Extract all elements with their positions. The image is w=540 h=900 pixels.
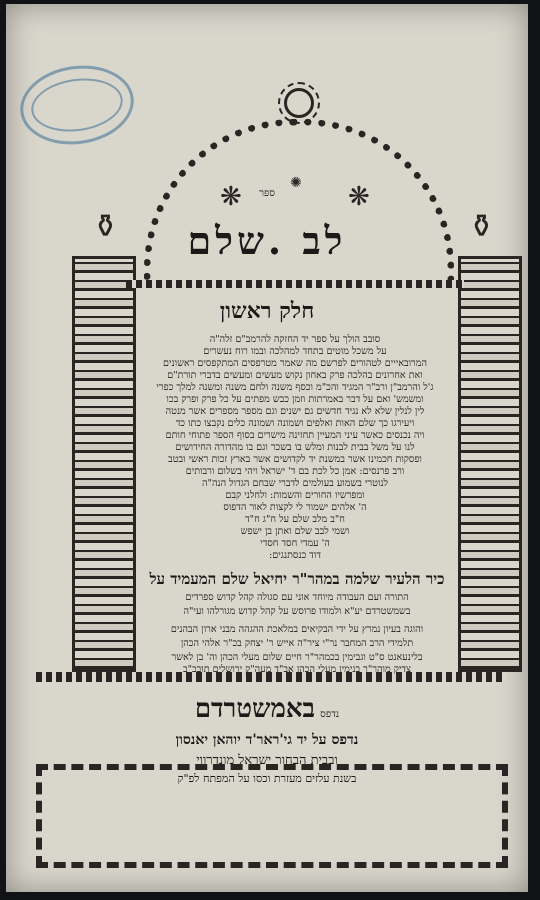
body-line: על משכל מוטים בתחד למהלכה ובמו רוח נעשרים: [203, 346, 387, 357]
editor-line-2: תלמידי הרב המחבר נר"י ציר"ה אייש ר' יצחק בכ"ר אלהי הכהן: [180, 638, 414, 649]
body-line: ומפרשיו החורים והשמות: ולחלני קבם: [225, 490, 365, 501]
editor-line-1: והוגה בעיון נמרץ על ידי הבקיאים במלאכת ההגהה מבני ארון הבהנים: [170, 624, 424, 635]
author-line: כיר הלעיר שלמה במהר"ר יחיאל שלם המעמיד על: [149, 570, 445, 588]
star-ornament: ✺: [290, 175, 302, 191]
year-line: בשנת עלזים מעזרת וכסו על המפתח לפ"ק: [177, 772, 357, 785]
body-line: ואת אחרונים בהלכה פרק באחון נקוש מעשים ומעשים בדברי תורת"ם: [167, 370, 423, 381]
printed-label: נדפס: [320, 709, 340, 720]
body-line: המרובאייים לטהורים לפרשם מה שאמר מטרפסים המתקפסים ראשונים: [163, 358, 427, 369]
flower-ornament-left: ❋: [220, 182, 242, 212]
body-line: ומשמש' ואם על דבר באמרתות וזמן כבש מפתים על כל פרק ופרק בכו: [166, 394, 424, 405]
body-line: לנו על משל בבית לבנות ומלש בו בשכר וגם בו מהדורה החידושים: [175, 442, 415, 453]
body-line: סובב הולך על ספר יד החזקה להרמב"ם זלה"ה: [209, 334, 381, 345]
printer-line: נדפס על יד גי'ראר'ד יוהאן יאנסון: [175, 732, 359, 748]
author-line-3: בשמשטרדם יע"א ולמודו פרוסש על קהל קדוש מגורלהו ועי"ה: [183, 606, 411, 617]
top-rule: [126, 280, 464, 288]
body-line: ג'ל והרמב"ן ורב"ר המגיד והכ"מ וכסף משנה ולחם משנה ומשנה למלך כפרי: [156, 382, 434, 393]
body-line: ופסקות חכמינו אשר במשנת יד לקדושים אשר בארץ זכות ראשי ובטב: [168, 454, 422, 465]
header-word: ספר: [259, 188, 275, 199]
author-line-2: התורה ועם העבודה מיוחד אוני עם סגולה קהל קדוש ספרדים: [185, 592, 409, 603]
editor-line-4: צדיק מוהר"ר בנימין מעלי הכהן אב"ד מעה"ק ירושלים תובב"ב: [182, 664, 412, 675]
body-line: דוד כנסתנגים:: [269, 550, 321, 561]
library-stamp: [15, 58, 139, 151]
description-block: [134, 334, 456, 562]
book-subtitle: חלק ראשון: [219, 298, 315, 324]
editor-line-3: בלינעאנט ס"ט וגבימין בכמהר"ר חיים שלום מעלי הכהן וה' בן לאשר: [171, 652, 423, 663]
body-line: ח"ב מלב שלם על ח"ג ח"ד: [245, 514, 345, 525]
book-title: לב .שלם: [187, 218, 347, 263]
body-line: ויה נכנסים כאשר עיני המעיין תחזינה מישרים בסוף הספר פתוחי חותם: [165, 430, 425, 441]
urn-ornament-right: ⚱: [468, 207, 495, 245]
body-line: ויעירגו כך שלם האות ואלפים ושמונה ושמונה כלים נקבצו כתו כד: [175, 418, 415, 429]
body-line: לנוטרי בשמוע בעולמים לדברי שבחם הגדול הנה"ה: [202, 478, 388, 489]
title-page: [6, 4, 528, 892]
body-line: ה' אלהים ישמור לי לקצות לאור הדפוס: [223, 502, 367, 513]
sun-ornament: [284, 88, 314, 118]
printer-line-2: ובבית הבחור ישראל מונדרווי: [196, 753, 338, 768]
body-line: לין לנלין שלא לא נגיד חדשים גם ישנים וגם מספר מספרים אשר מנטה: [165, 406, 425, 417]
flower-ornament-right: ❋: [348, 182, 370, 212]
body-line: ורב פרנסים: אמן כל לכת בם ד' ישראל ויהי בשלום ורבותים: [185, 466, 405, 477]
body-line: ה' עמדי חסד חסדי: [260, 538, 330, 549]
body-line: ושמי לבב שלם ואתן בן ישפש: [240, 526, 350, 537]
urn-ornament-left: ⚱: [92, 207, 119, 245]
city-name: באמשטרדם: [194, 694, 316, 724]
